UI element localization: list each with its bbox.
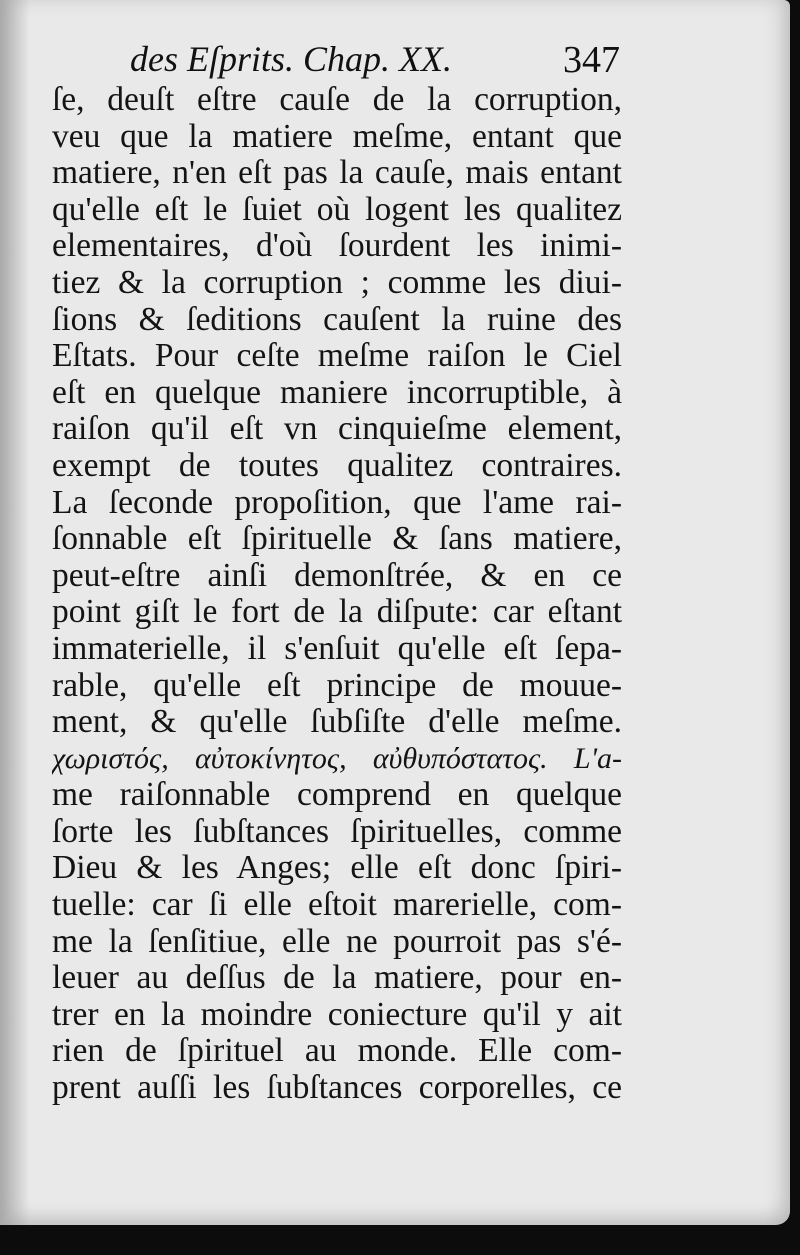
text-line: immaterielle, il s'enſuit qu'elle eſt ſepa- [52,630,622,667]
text-line: qu'elle eſt le ſuiet où logent les qualitez [52,191,622,228]
text-line: ſe, deuſt eſtre cauſe de la corruption, [52,82,622,118]
text-line: veu que la matiere meſme, entant que [52,118,622,155]
text-line: Dieu & les Anges; elle eſt donc ſpiri- [52,850,622,887]
text-line: trer en la moindre coniecture qu'il y ait [52,996,622,1033]
text-line: point giſt le fort de la diſpute: car eſtant [52,594,622,631]
body-text [52,82,622,1107]
text-line: me raiſonnable comprend en quelque [52,777,622,814]
text-line: leuer au deſſus de la matiere, pour en- [52,960,622,997]
text-line: Eſtats. Pour ceſte meſme raiſon le Ciel [52,338,622,375]
text-line: tuelle: car ſi elle eſtoit marerielle, com- [52,887,622,924]
text-line: ment, & qu'elle ſubſiſte d'elle meſme. [52,704,622,741]
text-line: me la ſenſitiue, elle ne pourroit pas s'é- [52,923,622,960]
text-line: rien de ſpirituel au monde. Elle com- [52,1033,622,1070]
text-line: La ſeconde propoſition, que l'ame rai- [52,484,622,521]
page-number: 347 [563,39,620,81]
running-head [130,38,620,88]
running-title: des Eſprits. Chap. XX. [130,39,452,79]
text-line: exempt de toutes qualitez contraires. [52,447,622,484]
text-line: ſorte les ſubſtances ſpirituelles, comme [52,813,622,850]
text-line: raiſon qu'il eſt vn cinquieſme element, [52,411,622,448]
greek-text-line: χωριστός, αὐτοκίνητος, αὐθυπόστατος. L'a- [52,741,622,775]
text-line: ſions & ſeditions cauſent la ruine des [52,301,622,338]
text-line: peut-eſtre ainſi demonſtrée, & en ce [52,557,622,594]
text-line: matiere, n'en eſt pas la cauſe, mais entant [52,155,622,192]
text-line: ſonnable eſt ſpirituelle & ſans matiere, [52,521,622,558]
text-line: eſt en quelque maniere incorruptible, à [52,374,622,411]
text-line: rable, qu'elle eſt principe de mouue- [52,667,622,704]
text-line: prent auſſi les ſubſtances corporelles, ce [52,1070,622,1107]
text-line: tiez & la corruption ; comme les diui- [52,264,622,301]
text-line: elementaires, d'où ſourdent les inimi- [52,228,622,265]
